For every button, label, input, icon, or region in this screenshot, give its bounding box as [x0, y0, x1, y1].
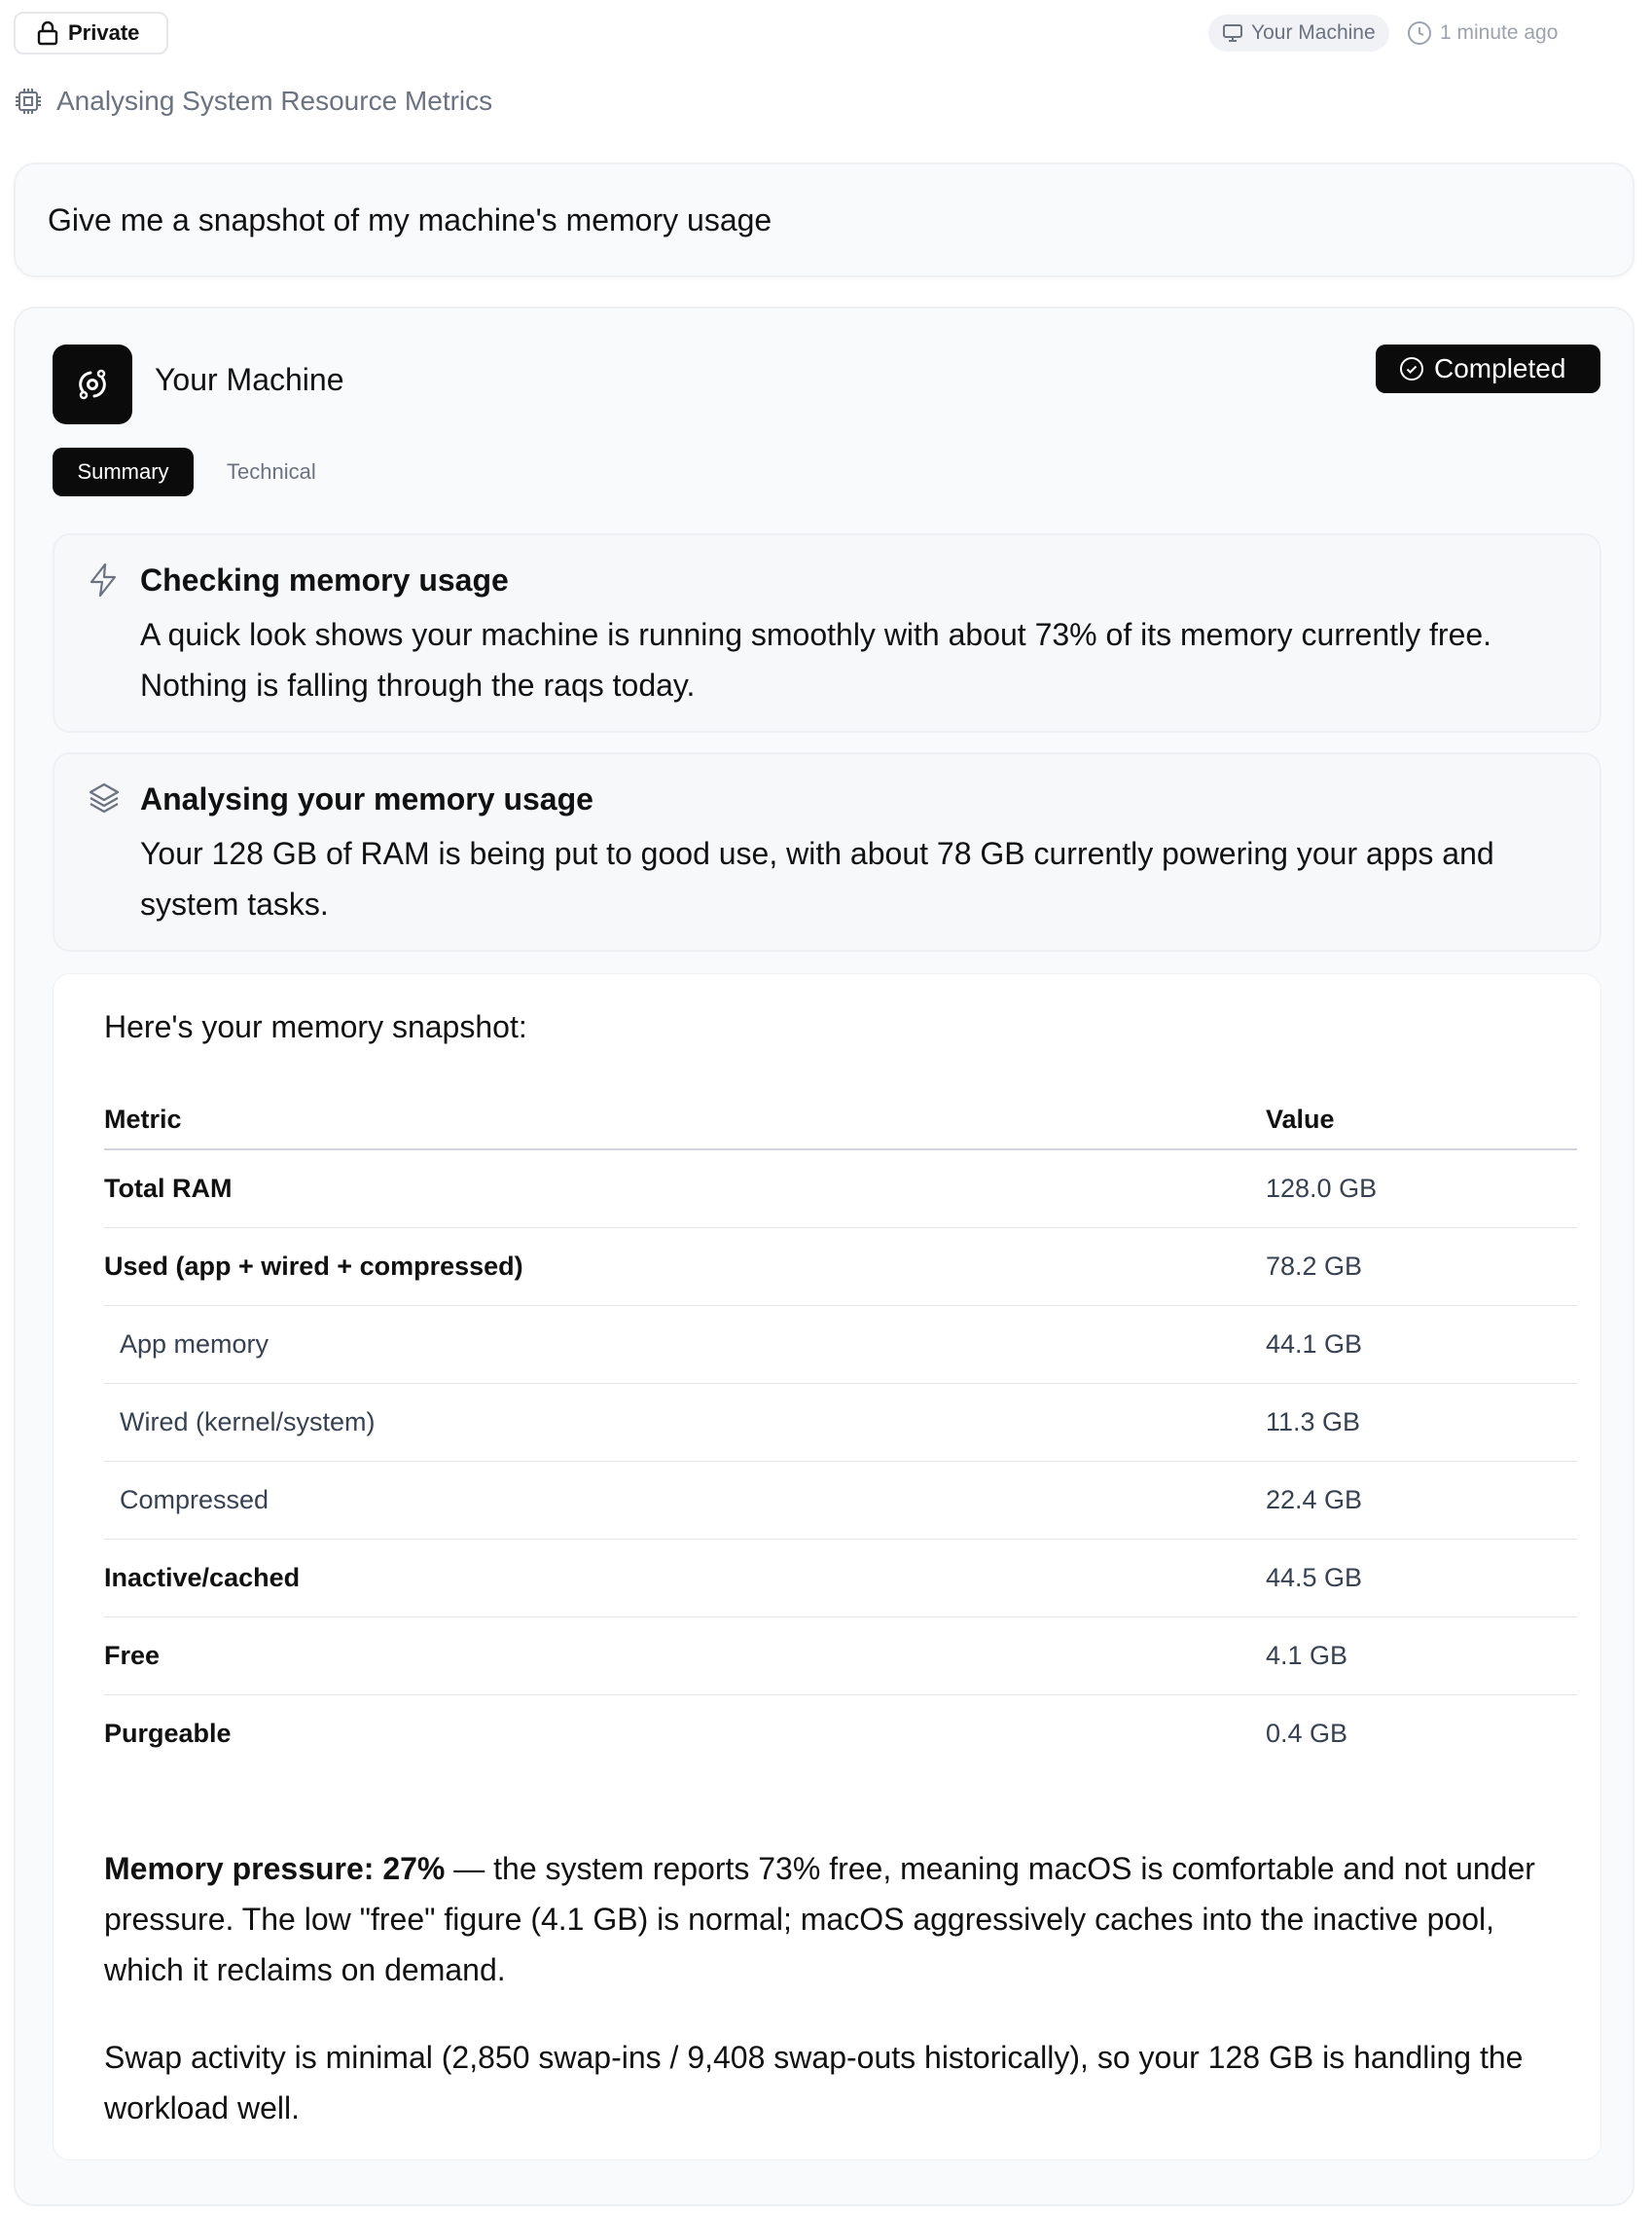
- memory-table: [104, 1091, 1577, 1772]
- step-card: [53, 533, 1601, 733]
- table-row: [104, 1539, 1577, 1616]
- check-circle-icon: [1399, 356, 1424, 381]
- machine-avatar: [53, 345, 132, 424]
- status-label: Completed: [1434, 353, 1566, 383]
- table-row: [104, 1616, 1577, 1694]
- machine-name: Your Machine: [155, 362, 344, 397]
- prompt-text: Give me a snapshot of my machine's memory usage: [48, 201, 772, 237]
- metric-cell: Inactive/cached: [104, 1539, 1266, 1616]
- metric-cell: Compressed: [104, 1461, 1266, 1539]
- machine-pill[interactable]: [1208, 15, 1389, 52]
- step-body: Your 128 GB of RAM is being put to good use, with about 78 GB currently powering your apps and system tasks.: [140, 836, 1494, 922]
- table-row: [104, 1383, 1577, 1461]
- status-badge: [1376, 345, 1600, 393]
- pressure-text: — the system reports 73% free, meaning macOS is comfortable and not under pressure. The low "free" figure (4.1 GB) is normal; macOS aggressively caches into the inactive pool, which it reclaims on demand.: [104, 1851, 1535, 1987]
- private-label: Private: [68, 20, 140, 45]
- step-title: Checking memory usage: [140, 563, 509, 598]
- tab-technical[interactable]: Technical: [227, 459, 316, 484]
- cpu-icon: [14, 87, 43, 116]
- value-cell: 44.1 GB: [1266, 1305, 1577, 1383]
- metric-cell: Purgeable: [104, 1718, 232, 1748]
- value-cell: 11.3 GB: [1266, 1383, 1577, 1461]
- step-title: Analysing your memory usage: [140, 781, 593, 817]
- orbit-icon: [73, 365, 112, 404]
- metric-cell: Wired (kernel/system): [104, 1383, 1266, 1461]
- title-text: Analysing System Resource Metrics: [56, 86, 493, 116]
- metric-cell: Total RAM: [104, 1149, 1266, 1227]
- step-body: A quick look shows your machine is running smoothly with about 73% of its memory currently free. Nothing is falling through the raqs today.: [140, 617, 1492, 703]
- layers-icon: [88, 781, 121, 815]
- value-cell: 4.1 GB: [1266, 1616, 1577, 1694]
- metric-cell: Free: [104, 1616, 1266, 1694]
- value-cell: 128.0 GB: [1266, 1149, 1577, 1227]
- pressure-label: Memory pressure: 27%: [104, 1851, 446, 1886]
- conversation-title: [14, 86, 492, 117]
- timestamp: [1407, 15, 1558, 52]
- lock-icon: [37, 20, 58, 46]
- time-ago: 1 minute ago: [1440, 21, 1559, 44]
- response-card: [14, 307, 1634, 2206]
- machine-pill-label: Your Machine: [1251, 21, 1376, 44]
- pressure-paragraph: [104, 1843, 1563, 1995]
- monitor-icon: [1222, 23, 1243, 43]
- table-row: [104, 1227, 1577, 1305]
- result-panel: [53, 973, 1601, 2161]
- column-metric: Metric: [104, 1091, 1266, 1149]
- value-cell: 78.2 GB: [1266, 1227, 1577, 1305]
- tab-summary[interactable]: Summary: [53, 448, 194, 496]
- result-intro: Here's your memory snapshot:: [104, 1009, 527, 1044]
- lightning-icon: [88, 563, 119, 598]
- table-row: [104, 1149, 1577, 1227]
- step-card: [53, 752, 1601, 952]
- private-button[interactable]: [14, 12, 168, 54]
- metric-cell: Used (app + wired + compressed): [104, 1227, 1266, 1305]
- metric-cell: App memory: [104, 1305, 1266, 1383]
- table-row: [104, 1461, 1577, 1539]
- table-row: [104, 1694, 1577, 1772]
- clock-icon: [1407, 20, 1432, 46]
- column-value: Value: [1266, 1091, 1577, 1149]
- swap-paragraph: Swap activity is minimal (2,850 swap-ins / 9,408 swap-outs historically), so your 128 GB is handling the workload well.: [104, 2040, 1524, 2125]
- value-cell: 0.4 GB: [1266, 1718, 1348, 1748]
- value-cell: 22.4 GB: [1266, 1461, 1577, 1539]
- table-row: [104, 1305, 1577, 1383]
- table-header: [104, 1091, 1577, 1149]
- user-prompt: [14, 163, 1634, 277]
- value-cell: 44.5 GB: [1266, 1539, 1577, 1616]
